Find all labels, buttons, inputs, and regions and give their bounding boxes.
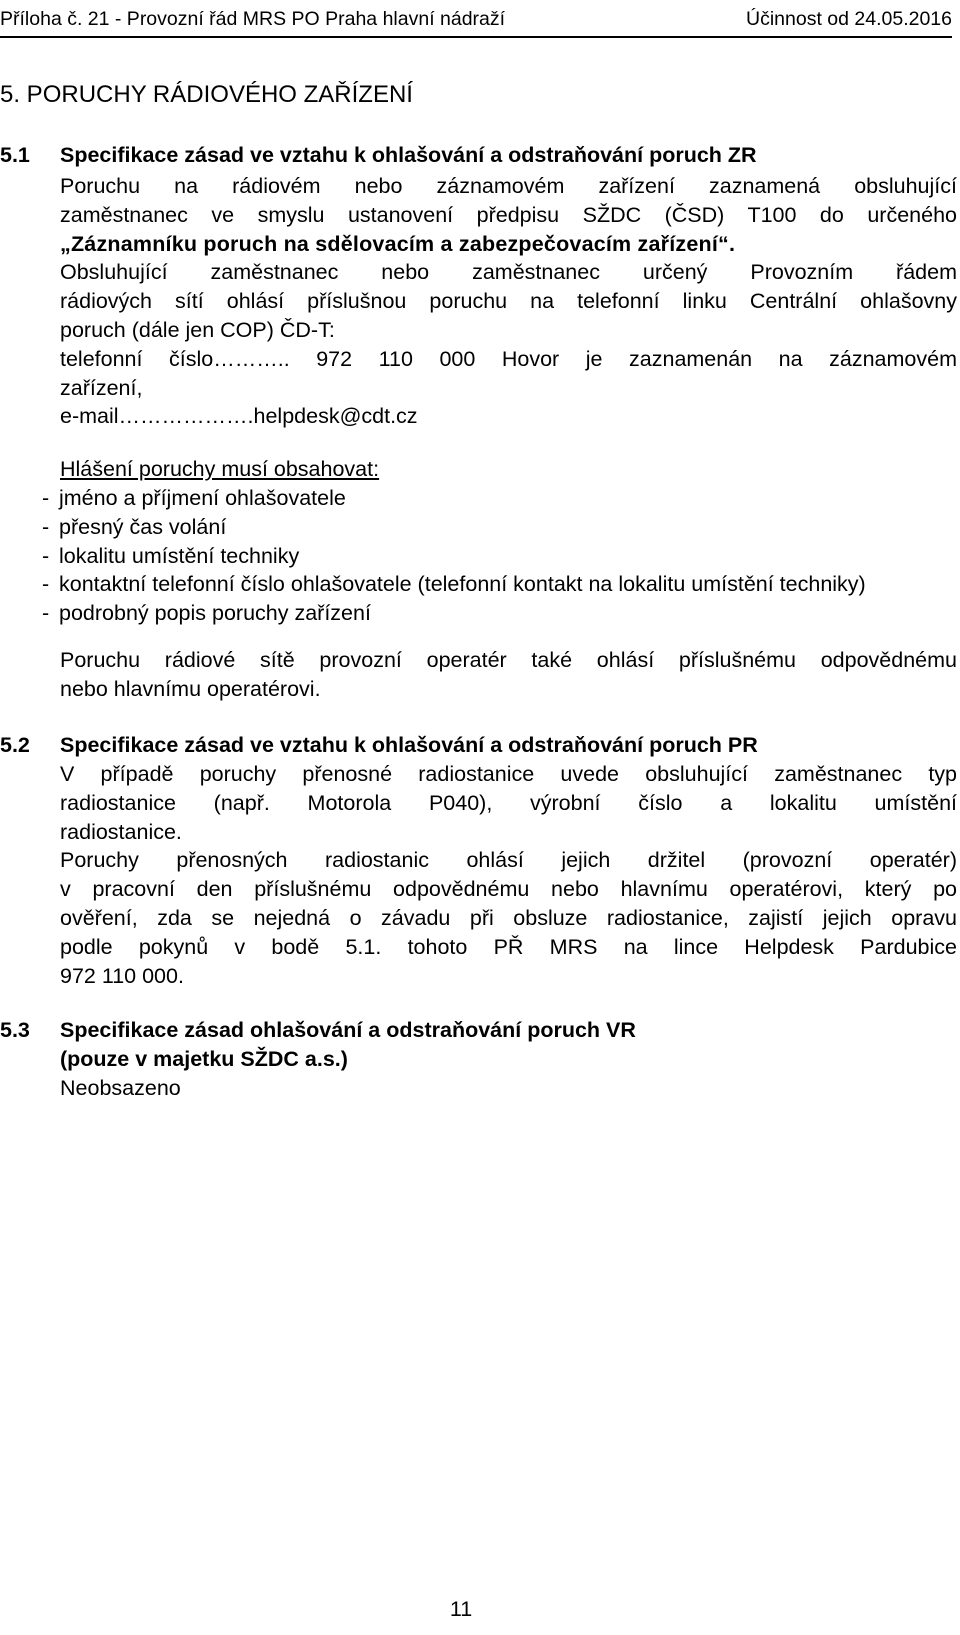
paragraph-line: radiostanice. — [60, 819, 182, 844]
list-item: - jméno a příjmení ohlašovatele — [42, 486, 346, 510]
email-line: e-mail……………….helpdesk@cdt.cz — [60, 404, 418, 429]
phone-number-line-cont: zařízení, — [60, 375, 143, 400]
section-5-2-heading — [0, 730, 758, 760]
list-item: - podrobný popis poruchy zařízení — [42, 601, 371, 626]
section-title: Specifikace zásad ve vztahu k ohlašování a odstraňování poruch PR — [60, 733, 758, 757]
paragraph-line: ověření, zda se nejedná o závadu při obsluze radiostanice, zajistí jejich opravu — [60, 905, 957, 930]
section-title: Specifikace zásad ve vztahu k ohlašování a odstraňování poruch ZR — [60, 143, 757, 167]
paragraph-line: rádiových sítí ohlásí příslušnou poruchu na telefonní linku Centrální ohlašovny — [60, 289, 957, 314]
paragraph-line: Poruchu na rádiovém nebo záznamovém zařízení zaznamená obsluhující — [60, 174, 957, 198]
header-document-title: Příloha č. 21 - Provozní řád MRS PO Praha hlavní nádraží — [0, 8, 506, 30]
paragraph-line: 972 110 000. — [60, 963, 184, 988]
section-5-2-body — [60, 760, 960, 990]
report-requirements — [60, 455, 960, 484]
list-item: - kontaktní telefonní číslo ohlašovatele (telefonní kontakt na lokalitu umístění techniky) — [42, 572, 866, 597]
paragraph-line: Poruchu rádiové sítě provozní operatér také ohlásí příslušnému odpovědnému — [60, 648, 957, 672]
ledger-reference: „Záznamníku poruch na sdělovacím a zabezpečovacím zařízení“. — [60, 231, 736, 256]
paragraph-line: Neobsazeno — [60, 1076, 181, 1100]
page-number: 11 — [449, 1597, 473, 1621]
section-number: 5.2 — [0, 733, 30, 757]
paragraph-line: podle pokynů v bodě 5.1. tohoto PŘ MRS na lince Helpdesk Pardubice — [60, 934, 957, 959]
paragraph-line: Obsluhující zaměstnanec nebo zaměstnanec určený Provozním řádem — [60, 260, 957, 285]
section-5-1-heading — [0, 140, 757, 170]
paragraph-line: v pracovní den příslušnému odpovědnému nebo hlavnímu operatérovi, který po — [60, 877, 957, 902]
section-5-3-body — [60, 1074, 960, 1103]
header-effective-date: Účinnost od 24.05.2016 — [746, 8, 952, 30]
paragraph-line: zaměstnanec ve smyslu ustanovení předpisu SŽDC (ČSD) T100 do určeného — [60, 202, 957, 227]
paragraph-line: poruch (dále jen COP) ČD-T: — [60, 317, 335, 342]
paragraph-line: radiostanice (např. Motorola P040), výrobní číslo a lokalitu umístění — [60, 790, 957, 815]
section-number: 5.1 — [0, 143, 30, 167]
report-heading: Hlášení poruchy musí obsahovat: — [60, 457, 380, 481]
report-items-list — [42, 484, 957, 628]
list-item: - lokalitu umístění techniky — [42, 543, 300, 568]
section-5-1-closing — [60, 646, 960, 704]
paragraph-line: Poruchy přenosných radiostanic ohlásí jejich držitel (provozní operatér) — [60, 848, 957, 873]
section-5-3-heading-cont: (pouze v majetku SŽDC a.s.) — [60, 1047, 348, 1071]
chapter-title: 5. PORUCHY RÁDIOVÉHO ZAŘÍZENÍ — [0, 81, 413, 108]
section-5-3-heading — [0, 1015, 636, 1045]
paragraph-line: V případě poruchy přenosné radiostanice uvede obsluhující zaměstnanec typ — [60, 762, 957, 786]
phone-number-line: telefonní číslo……….. 972 110 000 Hovor je zaznamenán na záznamovém — [60, 346, 957, 371]
section-5-1-body — [60, 172, 960, 431]
section-number: 5.3 — [0, 1018, 30, 1042]
list-item: - přesný čas volání — [42, 514, 227, 539]
paragraph-line: nebo hlavnímu operatérovi. — [60, 676, 321, 701]
page-header — [0, 2, 952, 38]
section-title: Specifikace zásad ohlašování a odstraňování poruch VR — [60, 1018, 636, 1042]
